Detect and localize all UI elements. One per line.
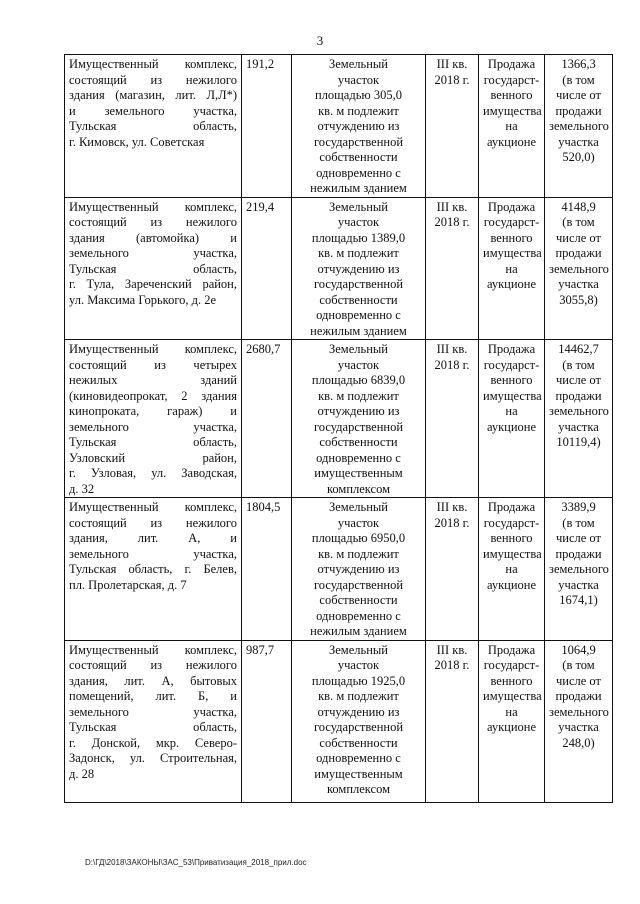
privatization-period-cell-line: III кв. [436,199,468,214]
property-object-cell-line: Имущественный комплекс, [69,642,237,657]
property-object-cell-line: Узловский район, [69,450,237,465]
property-object-cell-line: состоящий из нежилого [69,215,237,229]
privatization-period-cell-line: 2018 г. [434,72,470,87]
privatization-method-cell-line: Продажа [487,500,536,514]
price-cell-line: числе от [556,230,601,245]
price-cell-line: земельного [549,704,609,719]
land-plot-cell-line: участок [337,658,380,672]
land-plot-cell [292,340,426,498]
land-plot-cell-line: одновременно с [316,165,401,180]
property-object-cell-line: земельного участка, [69,246,237,260]
land-plot-cell [292,640,426,802]
privatization-method-cell-line: государст- [483,215,540,229]
property-object-cell-line: Тульская область, [69,261,237,276]
property-object-cell-line: состоящий из нежилого [69,658,237,672]
property-object-cell-line: Имущественный комплекс, [69,342,237,356]
price-cell [545,197,613,340]
property-object-cell-line: Задонск, ул. Строительная, [69,751,237,765]
land-plot-cell [292,55,426,198]
land-plot-cell-line: одновременно с [316,751,401,765]
price-cell-line: 1064,9 [561,642,596,657]
privatization-method-cell-line: государст- [483,515,540,530]
land-plot-cell [292,498,426,641]
price-cell-line: продажи [555,388,602,403]
land-plot-cell-line: государственной [313,277,404,291]
page-number: 3 [316,33,324,48]
privatization-period-cell-line: III кв. [436,642,468,657]
price-cell-line: (в том [562,72,595,87]
table-body [65,55,613,803]
price-cell [545,340,613,498]
price-cell-line: 3055,8) [559,292,598,307]
price-cell-line: участка [558,134,599,149]
file-path-footer: D:\ГД\2018\ЗАКОНЫ\ЗАС_53\Приватизация_2018_прил.doc [85,858,307,867]
privatization-method-cell-line: имущества [483,246,542,260]
property-object-cell-line: нежилых зданий [69,373,237,387]
land-plot-cell-line: государственной [313,577,404,592]
privatization-method-cell-line: венного [490,230,533,245]
property-object-cell [65,55,242,198]
land-plot-cell-line: отчуждению из [317,704,400,719]
property-object-cell-line: Тульская область, г. Белев, [69,562,237,576]
privatization-method-cell-line: имущества [483,103,542,118]
price-cell [545,55,613,198]
privatization-method-cell-line: аукционе [486,134,537,149]
privatization-method-cell-line: Продажа [487,199,536,214]
price-cell-line: земельного [549,261,609,276]
property-object-cell-line: здания, лит. А, и [69,531,237,545]
land-plot-cell-line: участок [337,515,380,530]
property-object-cell-line: г. Донской, мкр. Северо- [69,735,237,750]
price-cell [545,640,613,802]
building-area-cell: 2680,7 [242,340,292,498]
property-object-cell-line: кинопроката, гараж) и [69,404,237,418]
privatization-method-cell-line: венного [490,673,533,688]
price-cell-line: 10119,4) [556,435,601,449]
property-object-cell-line: г. Кимовск, ул. Советская [69,134,205,149]
price-cell-line: (в том [562,357,595,372]
privatization-method-cell-line: имущества [483,388,542,403]
privatization-method-cell-line: венного [490,373,533,387]
property-object-cell-line: Тульская область, [69,435,237,449]
land-plot-cell-line: Земельный [329,199,388,214]
land-plot-cell-line: кв. м подлежит [318,246,399,260]
privatization-period-cell-line: III кв. [436,57,468,71]
land-plot-cell-line: кв. м подлежит [318,689,399,703]
land-plot-cell-line: государственной [313,419,404,434]
land-plot-cell-line: площадью 305,0 [315,88,402,102]
privatization-method-cell-line: Продажа [487,642,536,657]
privatization-method-cell [479,340,545,498]
table-row [65,55,613,198]
building-area-cell: 219,4 [242,197,292,340]
price-cell-line: 3389,9 [561,500,596,514]
land-plot-cell-line: участок [337,215,380,229]
privatization-method-cell-line: имущества [483,689,542,703]
privatization-method-cell-line: аукционе [486,419,537,434]
property-object-cell-line: здания, лит. А, бытовых [69,673,237,688]
property-object-cell-line: Тульская область, [69,119,237,133]
property-object-cell-line: пл. Пролетарская, д. 7 [69,577,187,592]
price-cell-line: продажи [555,246,602,260]
land-plot-cell-line: площадью 6839,0 [311,373,406,387]
price-cell-line: земельного [549,562,609,576]
privatization-method-cell [479,640,545,802]
land-plot-cell [292,197,426,340]
price-cell-line: (в том [562,215,595,229]
privatization-method-cell-line: венного [490,531,533,545]
land-plot-cell-line: Земельный [329,500,388,514]
privatization-period-cell-line: 2018 г. [434,658,470,672]
price-cell-line: продажи [555,103,602,118]
property-object-cell-line: помещений, лит. Б, и [69,689,237,703]
land-plot-cell-line: Земельный [329,642,388,657]
land-plot-cell-line: отчуждению из [317,404,400,418]
privatization-method-cell-line: венного [490,88,533,102]
land-plot-cell-line: одновременно с [316,450,401,465]
property-object-cell-line: состоящий из нежилого [69,515,237,530]
privatization-period-cell-line: III кв. [436,342,468,356]
price-cell-line: участка [558,577,599,592]
privatization-method-cell-line: на [505,119,518,133]
land-plot-cell-line: площадью 1925,0 [311,673,406,688]
property-object-cell-line: состоящий из четырех [69,357,237,372]
privatization-period-cell-line: 2018 г. [434,357,470,372]
privatization-period-cell [426,55,479,198]
privatization-table [64,54,613,803]
price-cell-line: 1674,1) [559,593,598,607]
land-plot-cell-line: государственной [313,134,404,149]
price-cell-line: продажи [555,689,602,703]
land-plot-cell-line: государственной [313,720,404,734]
land-plot-cell-line: одновременно с [316,308,401,322]
land-plot-cell-line: нежилым зданием [310,624,407,638]
land-plot-cell-line: собственности [319,735,398,750]
property-object-cell [65,340,242,498]
land-plot-cell-line: кв. м подлежит [318,388,399,403]
privatization-method-cell-line: аукционе [486,277,537,291]
property-object-cell-line: и земельного участка, [69,103,237,118]
land-plot-cell-line: площадью 6950,0 [311,531,406,545]
table-row [65,197,613,340]
price-cell-line: продажи [555,546,602,561]
land-plot-cell-line: собственности [319,150,398,164]
price-cell-line: (в том [562,658,595,672]
land-plot-cell-line: нежилым зданием [310,181,407,195]
privatization-period-cell [426,498,479,641]
price-cell-line: земельного [549,404,609,418]
privatization-method-cell-line: аукционе [486,720,537,734]
land-plot-cell-line: комплексом [326,782,391,796]
privatization-method-cell-line: на [505,562,518,576]
price-cell-line: участка [558,720,599,734]
land-plot-cell-line: имущественным [314,766,403,781]
privatization-period-cell-line: III кв. [436,500,468,514]
property-object-cell-line: здания (автомойка) и [69,230,237,245]
property-object-cell-line: (киновидеопрокат, 2 здания [69,388,237,403]
privatization-period-cell [426,197,479,340]
land-plot-cell-line: участок [337,357,380,372]
property-object-cell-line: здания (магазин, лит. Л,Л*) [69,88,237,102]
land-plot-cell-line: кв. м подлежит [318,103,399,118]
land-plot-cell-line: имущественным [314,466,403,480]
property-object-cell-line: г. Тула, Зареченский район, [69,277,237,291]
property-object-cell-line: земельного участка, [69,546,237,561]
price-cell-line: 14462,7 [558,342,599,356]
property-object-cell [65,640,242,802]
property-object-cell-line: Имущественный комплекс, [69,57,237,71]
price-cell-line: 4148,9 [561,199,596,214]
privatization-method-cell-line: Продажа [487,342,536,356]
price-cell-line: числе от [556,88,601,102]
privatization-method-cell [479,197,545,340]
privatization-method-cell [479,498,545,641]
table-row [65,340,613,498]
privatization-method-cell-line: на [505,404,518,418]
privatization-period-cell-line: 2018 г. [434,515,470,530]
privatization-method-cell-line: государст- [483,72,540,87]
price-cell-line: 1366,3 [561,57,596,71]
price-cell-line: участка [558,419,599,434]
privatization-period-cell [426,340,479,498]
property-object-cell-line: Имущественный комплекс, [69,199,237,214]
land-plot-cell-line: комплексом [326,481,391,496]
land-plot-cell-line: площадью 1389,0 [311,230,406,245]
property-object-cell-line: земельного участка, [69,704,237,719]
land-plot-cell-line: нежилым зданием [310,323,407,338]
property-object-cell-line: д. 32 [69,481,95,496]
land-plot-cell-line: Земельный [329,57,388,71]
land-plot-cell-line: участок [337,72,380,87]
land-plot-cell-line: кв. м подлежит [318,546,399,561]
land-plot-cell-line: отчуждению из [317,261,400,276]
privatization-method-cell-line: на [505,261,518,276]
property-object-cell-line: земельного участка, [69,419,237,434]
price-cell-line: 248,0) [562,735,595,750]
land-plot-cell-line: Земельный [329,342,388,356]
building-area-cell: 1804,5 [242,498,292,641]
privatization-period-cell-line: 2018 г. [434,215,470,229]
privatization-method-cell-line: государст- [483,357,540,372]
building-area-cell: 191,2 [242,55,292,198]
property-object-cell [65,498,242,641]
land-plot-cell-line: собственности [319,593,398,607]
land-plot-cell-line: одновременно с [316,608,401,623]
privatization-period-cell [426,640,479,802]
property-object-cell-line: д. 28 [69,766,95,781]
property-object-cell-line: ул. Максима Горького, д. 2е [69,292,217,307]
table-row [65,498,613,641]
privatization-method-cell-line: имущества [483,546,542,561]
price-cell-line: (в том [562,515,595,530]
property-object-cell-line: г. Узловая, ул. Заводская, [69,466,237,480]
price-cell-line: числе от [556,531,601,545]
land-plot-cell-line: отчуждению из [317,562,400,576]
privatization-method-cell [479,55,545,198]
property-object-cell [65,197,242,340]
price-cell-line: числе от [556,373,601,387]
price-cell [545,498,613,641]
land-plot-cell-line: собственности [319,435,398,449]
price-cell-line: земельного [549,119,609,133]
price-cell-line: участка [558,277,599,291]
land-plot-cell-line: собственности [319,292,398,307]
property-object-cell-line: состоящий из нежилого [69,72,237,87]
land-plot-cell-line: отчуждению из [317,119,400,133]
price-cell-line: числе от [556,673,601,688]
property-object-cell-line: Имущественный комплекс, [69,500,237,514]
table-row [65,640,613,802]
privatization-method-cell-line: на [505,704,518,719]
property-object-cell-line: Тульская область, [69,720,237,734]
privatization-method-cell-line: аукционе [486,577,537,592]
building-area-cell: 987,7 [242,640,292,802]
price-cell-line: 520,0) [562,150,595,164]
privatization-method-cell-line: государст- [483,658,540,672]
privatization-method-cell-line: Продажа [487,57,536,71]
